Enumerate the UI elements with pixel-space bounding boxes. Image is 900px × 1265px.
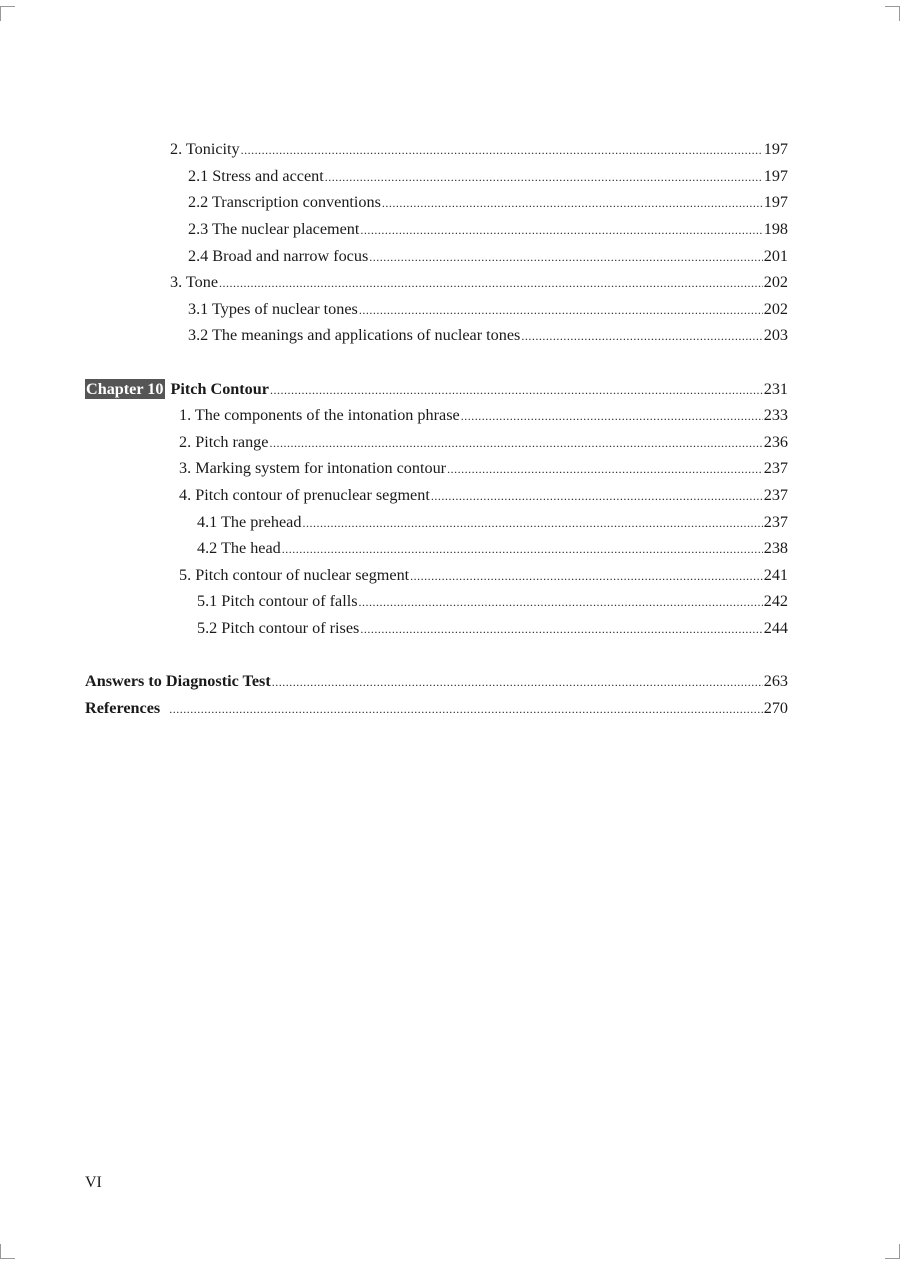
toc-entry[interactable]	[188, 325, 788, 346]
dot-leader	[270, 380, 763, 400]
entry-title: References	[85, 699, 161, 717]
entry-page: 197	[763, 140, 788, 158]
chapter-label: Chapter 10	[86, 380, 164, 398]
entry-page: 197	[763, 167, 788, 185]
dot-leader	[369, 247, 762, 267]
toc-entry[interactable]	[179, 432, 788, 453]
entry-title: 2. Tonicity	[170, 140, 240, 158]
toc-entry[interactable]	[197, 538, 788, 559]
dot-leader	[269, 433, 762, 453]
entry-page: 201	[763, 247, 788, 265]
entry-title: 5.1 Pitch contour of falls	[197, 592, 358, 610]
crop-mark-top-right	[885, 6, 900, 21]
entry-page: 237	[763, 459, 788, 477]
entry-page: 241	[763, 566, 788, 584]
entry-page: 202	[763, 300, 788, 318]
entry-page: 231	[763, 380, 788, 398]
entry-title: 3. Marking system for intonation contour	[179, 459, 447, 477]
dot-leader	[360, 619, 762, 639]
entry-page: 236	[763, 433, 788, 451]
dot-leader	[302, 513, 762, 533]
dot-leader	[447, 459, 763, 479]
entry-page: 202	[763, 273, 788, 291]
toc-entry[interactable]	[188, 192, 788, 213]
toc-entry[interactable]	[179, 405, 788, 426]
dot-leader	[461, 406, 763, 426]
dot-leader	[282, 539, 763, 559]
toc-entry[interactable]	[179, 485, 788, 506]
toc-entry[interactable]	[188, 299, 788, 320]
dot-leader	[521, 326, 762, 346]
dot-leader	[359, 300, 763, 320]
toc-entry[interactable]	[179, 565, 788, 586]
entry-title: 3. Tone	[170, 273, 219, 291]
toc-entry[interactable]	[197, 591, 788, 612]
entry-title: 4.2 The head	[197, 539, 281, 557]
entry-title: 4. Pitch contour of prenuclear segment	[179, 486, 430, 504]
chapter-title: Pitch Contour	[170, 380, 269, 398]
dot-leader	[241, 140, 763, 160]
crop-mark-bottom-left	[0, 1244, 15, 1259]
entry-title: 2.3 The nuclear placement	[188, 220, 360, 238]
entry-title: 2. Pitch range	[179, 433, 269, 451]
entry-title: 3.1 Types of nuclear tones	[188, 300, 358, 318]
dot-leader	[359, 592, 763, 612]
entry-title: 2.2 Transcription conventions	[188, 193, 381, 211]
dot-leader	[325, 167, 763, 187]
toc-entry-answers[interactable]	[85, 671, 788, 692]
entry-title: 3.2 The meanings and applications of nuclear tones	[188, 326, 521, 344]
dot-leader	[360, 220, 762, 240]
entry-page: 263	[763, 672, 788, 690]
toc-entry[interactable]	[170, 139, 788, 160]
toc-entry[interactable]	[188, 246, 788, 267]
dot-leader	[382, 193, 763, 213]
entry-title: Answers to Diagnostic Test	[85, 672, 271, 690]
entry-page: 238	[763, 539, 788, 557]
entry-page: 270	[763, 699, 788, 717]
entry-page: 203	[763, 326, 788, 344]
dot-leader	[169, 699, 763, 719]
entry-page: 233	[763, 406, 788, 424]
entry-page: 198	[763, 220, 788, 238]
dot-leader	[272, 672, 763, 692]
entry-page: 197	[763, 193, 788, 211]
crop-mark-top-left	[0, 6, 15, 21]
page-number: VI	[85, 1174, 102, 1191]
entry-title: 5.2 Pitch contour of rises	[197, 619, 360, 637]
entry-title: 4.1 The prehead	[197, 513, 302, 531]
entry-title: 5. Pitch contour of nuclear segment	[179, 566, 410, 584]
crop-mark-bottom-right	[885, 1244, 900, 1259]
toc-entry[interactable]	[170, 272, 788, 293]
dot-leader	[219, 273, 763, 293]
entry-page: 244	[763, 619, 788, 637]
entry-page: 237	[763, 486, 788, 504]
toc-entry[interactable]	[188, 166, 788, 187]
dot-leader	[431, 486, 763, 506]
entry-page: 242	[763, 592, 788, 610]
toc-entry-references[interactable]	[85, 698, 788, 719]
toc-entry[interactable]	[188, 219, 788, 240]
entry-title: 2.4 Broad and narrow focus	[188, 247, 369, 265]
toc-entry[interactable]	[197, 512, 788, 533]
entry-title: 2.1 Stress and accent	[188, 167, 324, 185]
dot-leader	[410, 566, 763, 586]
entry-title: 1. The components of the intonation phrase	[179, 406, 460, 424]
entry-page: 237	[763, 513, 788, 531]
toc-entry[interactable]	[197, 618, 788, 639]
chapter-heading[interactable]	[85, 379, 788, 400]
toc-entry[interactable]	[179, 458, 788, 479]
